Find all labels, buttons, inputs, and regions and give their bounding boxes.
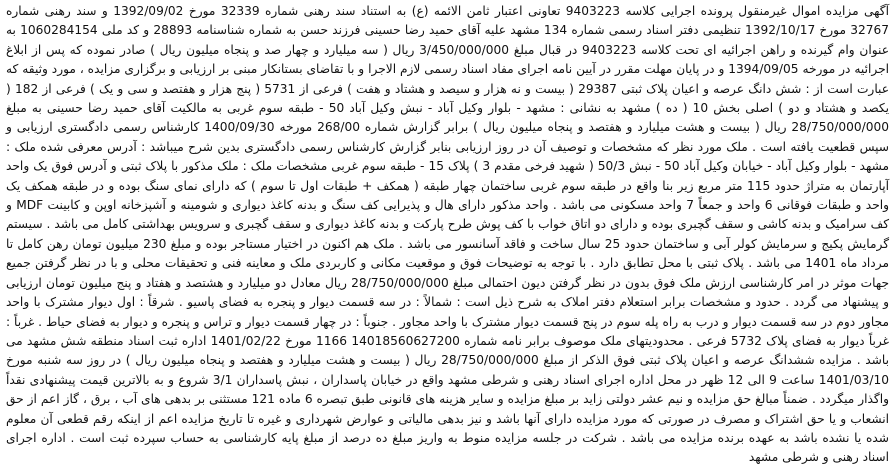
auction-notice-text: آگهی مزایده اموال غیرمنقول پرونده اجرایی کلاسه 9403223 تعاونی اعتبار ثامن الائمه (ع) به استناد سند رهنی شماره 32339 مورخ 1392/09/02 و سند رهنی شماره 32767 مورخ 1392/10/17 تنظیمی دفتر اسناد رسمی شماره 134 مشهد علیه آقای حمید رضا حسینی فرزند حسن به شماره شناسنامه 28893 و کد ملی 1060284154 به عنوان وام گیرنده و راهن اجرائیه ای تحت کلاسه 9403223 در قبال مبلغ 3/450/000/000 ریال ( سه میلیارد و چهار صد و پنجاه میلیون ریال ) صادر نموده که پس از ابلاغ اجرائیه در مورخه 1394/09/05 و در پایان مهلت مقرر در آیین نامه اجرای مفاد اسناد رسمی لازم الاجرا و با تقاضای بستانکار مبنی بر ارزیابی و برگزاری مزایده ، مورد وثیقه که عبارت است از : شش دانگ عرصه و اعیان پلاک ثبتی 29387 ( بیست و نه هزار و سیصد و هشتاد و هفت ) فرعی از 5731 ( پنج هزار و هفتصد و سی و یک ) فرعی از 182 ( یکصد و هشتاد و دو ) اصلی بخش 10 ( ده ) مشهد به نشانی : مشهد - بلوار وکیل آباد - نبش وکیل آباد 50 - طبقه سوم غربی به مالکیت آقای حمید رضا حسینی به مبلغ 28/750/000/000 ریال ( بیست و هشت میلیارد و هفتصد و پنجاه میلیون ریال ) برابر گزارش شماره 268/00 مورخه 1400/09/30 کارشناس رسمی دادگستری ارزیابی و سپس قطعیت یافته است . ملک مورد نظر که مشخصات و توصیف آن در روز ارزیابی بنابر گزارش کارشناس رسمی دادگستری بدین شرح میباشد : آدرس معرفی شده ملک : مشهد - بلوار وکیل آباد - خیابان وکیل آباد 50 - نبش 50/3 ( شهید فرخی مقدم 3 ) پلاک 15 - طبقه سوم غربی مشخصات ملک : ملک مذکور با پلاک ثبتی و آدرس فوق یک واحد آپارتمان به متراژ حدود 115 متر مربع زیر بنا واقع در طبقه سوم غربی ساختمان چهار طبقه ( همکف + طبقات اول تا سوم ) که دارای نمای سنگ بوده و در طبقه همکف یک واحد و طبقات فوقانی 6 واحد و جمعاً 7 واحد مسکونی می باشد . واحد مذکور دارای هال و پذیرایی کف سنگ و بدنه کاغذ دیواری و شومینه و آشپزخانه اوپن و کابینت MDF و کف سرامیک و بدنه کاشی و سقف گچبری بوده و دارای دو اتاق خواب با کف پوش طرح پارکت و بدنه کاغذ دیواری و سقف گچبری و سرویس بهداشتی کامل می باشد . سیستم گرمایش پکیج و سرمایش کولر آبی و ساختمان حدود 25 سال ساخت و فاقد آسانسور می باشد . ملک هم اکنون در اختیار مستاجر بوده و مبلغ 230 میلیون تومان رهن کامل تا مرداد ماه 1401 می باشد . پلاک ثبتی با محل تطابق دارد . با توجه به توضیحات فوق و موقعیت مکانی و کاربردی ملک و معاینه فنی و تحقیقات محلی و با در نظر گرفتن جمیع جهات موثر در امر کارشناسی ارزش ملک فوق بدون در نظر گرفتن دیون احتمالی مبلغ 28/750/000/000 ریال معادل دو میلیارد و هشتصد و هفتاد و پنج میلیون تومان ارزیابی و پیشنهاد می گردد . حدود و مشخصات برابر استعلام دفتر املاک به شرح ذیل است : شمالاً : در سه قسمت دیوار و پنجره به فضای پاسیو . شرقاً : اول دیوار مشترک با واحد مجاور دوم در سه قسمت دیوار و درب به راه پله سوم در پنج قسمت دیوار مشترک با واحد مجاور . جنوباً : در چهار قسمت دیوار و تراس و پنجره و دیوار به فضای حیاط . غرباً : غرباً دیوار به فضای پلاک 5732 فرعی . محدودیتهای ملک موصوف برابر نامه شماره 14018560627200 1166 مورخ 1401/02/22 اداره ثبت اسناد منطقه شش مشهد می باشد . مزایده ششدانگ عرصه و اعیان پلاک ثبتی فوق الذکر از مبلغ 28/750/000/000 ریال ( بیست و هشت میلیارد و هفتصد و پنجاه میلیون ریال ) در روز سه شنبه مورخ 1401/03/10 ساعت 9 الی 12 ظهر در محل اداره اجرای اسناد رهنی و شرطی مشهد واقع در خیابان پاسداران ، نبش پاسداران 3/1 شروع و به بالاترین قیمت پیشنهادی نقداً واگذار میگردد . ضمناً مبالغ حق مزایده و نیم عشر دولتی زاید بر مبلغ مزایده و سایر هزینه های قانونی طبق تبصره 6 ماده 121 مستثنی بر بدهی های آب ، برق ، گاز اعم از حق انشعاب و یا حق اشتراک و مصرف در صورتی که مورد مزایده دارای آنها باشد و نیز بدهی مالیاتی و عوارض شهرداری و غیره تا تاریخ مزایده اعم از اینکه رقم قطعی آن معلوم شده یا نشده باشد به عهده برنده مزایده می باشد . شرکت در جلسه مزایده منوط به واریز مبلغ ده درصد از مبلغ پایه کارشناسی به حساب سپرده ثبت است . اداره اجرای اسناد رهنی و شرطی مشهد: [6, 4, 890, 465]
